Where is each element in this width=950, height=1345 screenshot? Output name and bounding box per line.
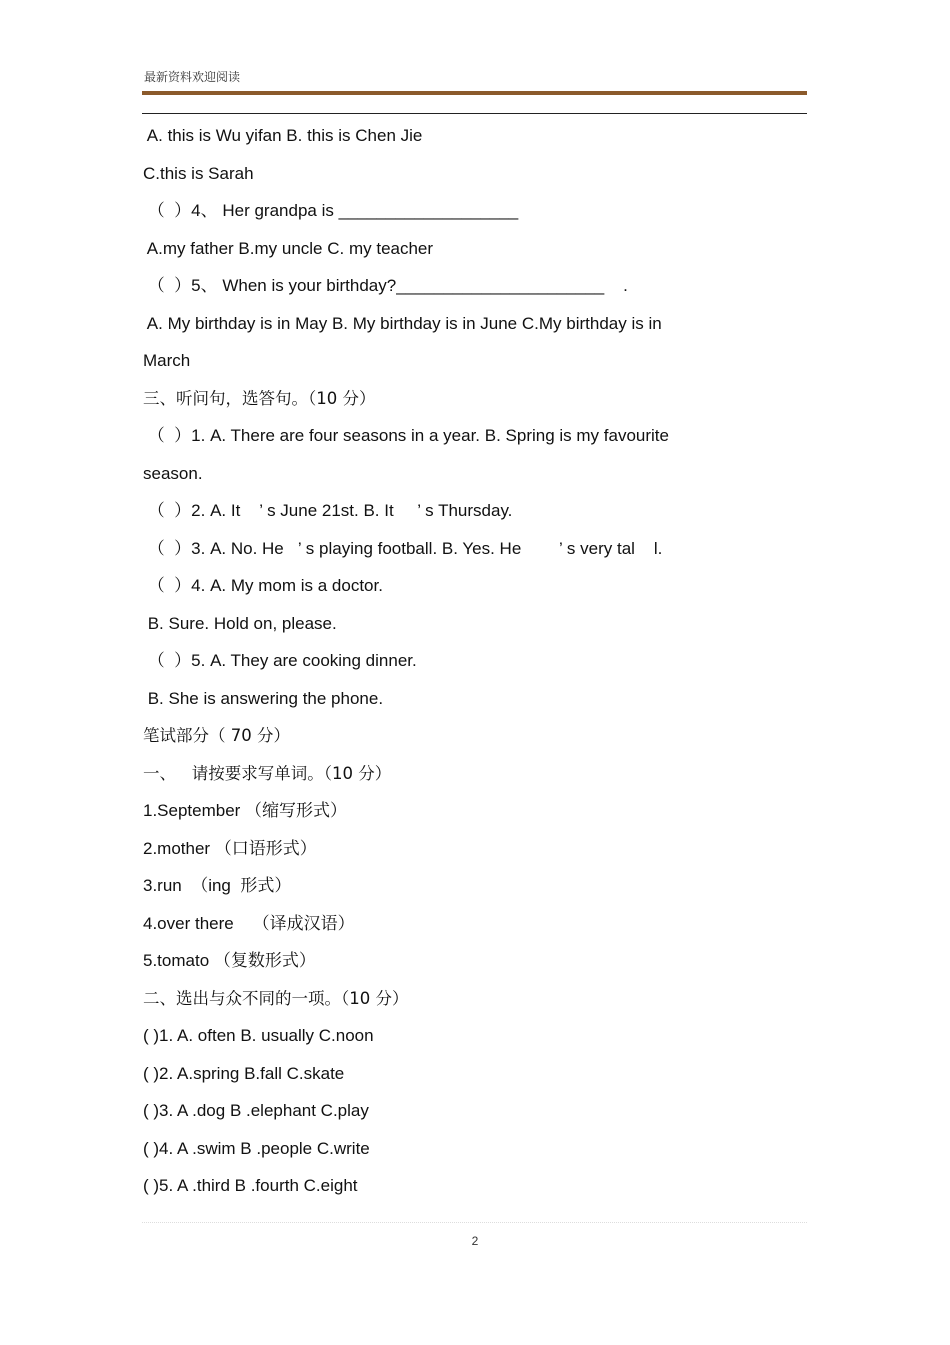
section-heading: 三、听问句，选答句。（10 分） xyxy=(143,388,376,408)
text-line: （ ）5、 When is your birthday?______________________ . xyxy=(143,276,628,295)
text-line: 4.over there （译成汉语） xyxy=(143,913,355,933)
text-line: 1.September （缩写形式） xyxy=(143,801,348,820)
text-line: 3.run （ing 形式） xyxy=(143,876,292,895)
text-line: B. Sure. Hold on, please. xyxy=(143,613,337,633)
text-line: B. She is answering the phone. xyxy=(143,688,384,708)
text-line: ( )1. A. often B. usually C.noon xyxy=(143,1026,374,1045)
text-line: 2.mother （口语形式） xyxy=(143,838,317,858)
text-line: （ ）2. A. It ’ s June 21st. B. It ’ s Thursday. xyxy=(143,501,513,520)
header-rule-thick xyxy=(142,91,807,95)
text-line: 5.tomato （复数形式） xyxy=(143,951,316,970)
text-line: ( )2. A.spring B.fall C.skate xyxy=(143,1063,345,1083)
section-heading: 二、选出与众不同的一项。（10 分） xyxy=(143,988,409,1008)
page-number: 2 xyxy=(471,1234,479,1248)
text-line: （ ）3. A. No. He ’ s playing football. B. Yes. He ’ s very tal l. xyxy=(143,538,663,558)
text-line: （ ）1. A. There are four seasons in a year. B. Spring is my favourite xyxy=(143,426,669,445)
text-line: A. My birthday is in May B. My birthday is in June C.My birthday is in xyxy=(143,313,662,333)
footer-divider xyxy=(142,1222,807,1227)
text-line: ( )4. A .swim B .people C.write xyxy=(143,1138,370,1158)
document-body xyxy=(143,124,803,1212)
text-line: ( )3. A .dog B .elephant C.play xyxy=(143,1101,369,1120)
section-heading: 一、 请按要求写单词。（10 分） xyxy=(143,763,392,783)
text-line: （ ）4、 Her grandpa is ___________________ xyxy=(143,201,519,220)
text-line: （ ）5. A. They are cooking dinner. xyxy=(143,651,417,670)
header-rule-thin xyxy=(142,113,807,114)
text-line: March xyxy=(143,351,191,370)
page-header: 最新资料欢迎阅读 xyxy=(144,70,241,84)
section-heading: 笔试部分（ 70 分） xyxy=(143,726,290,745)
text-line: A.my father B.my uncle C. my teacher xyxy=(143,238,434,258)
text-line: ( )5. A .third B .fourth C.eight xyxy=(143,1176,358,1195)
text-line: C.this is Sarah xyxy=(143,163,254,183)
text-line: A. this is Wu yifan B. this is Chen Jie xyxy=(143,126,423,145)
text-line: season. xyxy=(143,463,203,483)
text-line: （ ）4. A. My mom is a doctor. xyxy=(143,576,383,595)
